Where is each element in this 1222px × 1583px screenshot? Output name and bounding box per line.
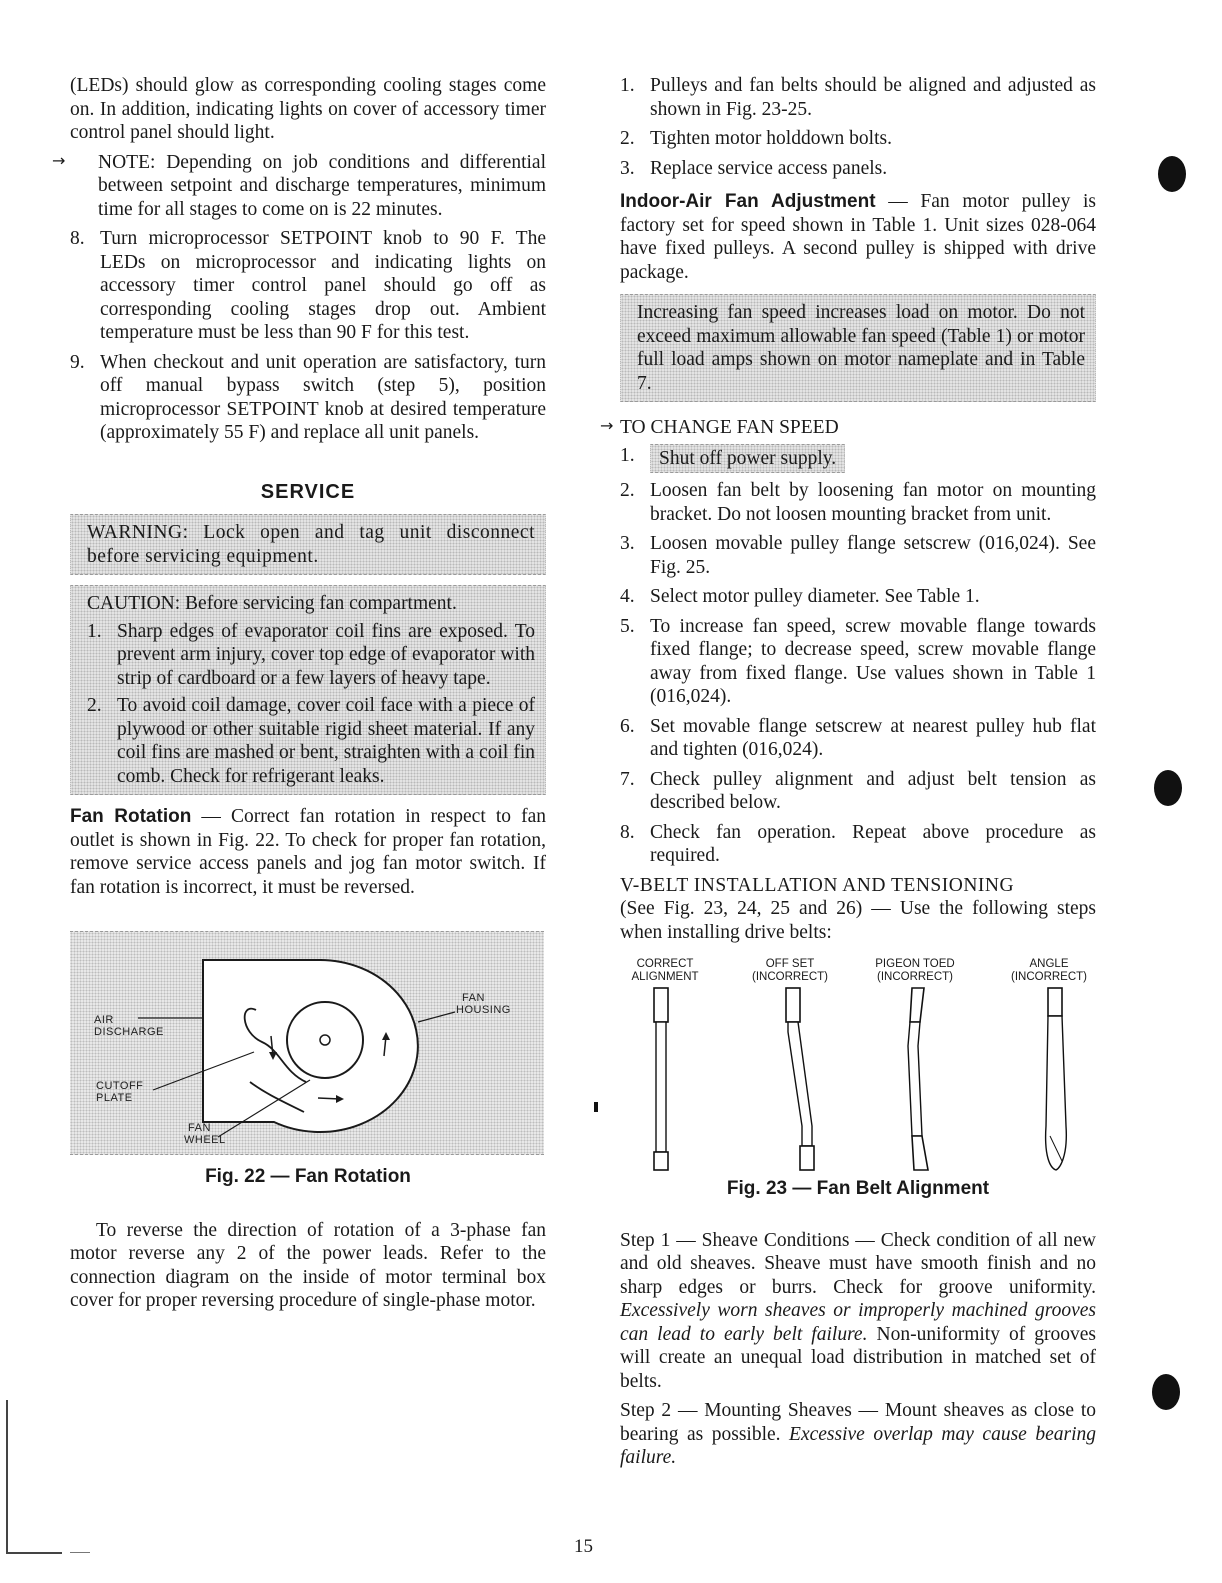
- fan-rotation-paragraph: [70, 805, 546, 899]
- fan-rotation-heading: Fan Rotation: [70, 806, 192, 827]
- correct-sheave-top: [654, 988, 668, 1022]
- label-fan-housing: FAN HOUSING: [456, 992, 511, 1016]
- step-text: Loosen fan belt by loosening fan motor on mounting bracket. Do not loosen mounting bracket from unit.: [650, 480, 1096, 525]
- indoor-air-fan-paragraph: [620, 190, 1096, 284]
- step1-text: Check condition of all new and old sheaves. Sheave must have smooth finish and no sharp edges or burrs. Check for groove uniformity.: [620, 1229, 1097, 1298]
- margin-bullet-2: [1154, 770, 1182, 806]
- step1-text2: Non-uniformity of grooves will create an unequal load distribution in matched set of belts.: [620, 1323, 1096, 1392]
- margin-rule-tick: [70, 1552, 90, 1553]
- step-9: [70, 351, 546, 445]
- caution-item-text: To avoid coil damage, cover coil face with a piece of plywood or other suitable rigid sheet material. If any coil fins are mashed or bent, straighten with a coil fin comb. Check for refrigerant leaks.: [117, 695, 535, 787]
- step-text: Set movable flange setscrew at nearest pulley hub flat and tighten (016,024).: [650, 715, 1096, 760]
- vbelt-text: (See Fig. 23, 24, 25 and 26) — Use the following steps when installing drive belts:: [620, 898, 1096, 943]
- offset-sheave-bottom: [800, 1146, 814, 1170]
- fig23-caption: Fig. 23 — Fan Belt Alignment: [726, 1178, 990, 1199]
- step-number: 3.: [620, 533, 635, 554]
- page-number: 15: [574, 1536, 593, 1557]
- step-text: Check fan operation. Repeat above procedure as required.: [650, 821, 1096, 866]
- fan-speed-caution-text: Increasing fan speed increases load on motor. Do not exceed maximum allowable fan speed (Table 1) or motor full load amps shown on motor nameplate and in Table 7.: [637, 302, 1085, 394]
- step-text: Turn microprocessor SETPOINT knob to 90 F. The LEDs on microprocessor and indicating lights on accessory timer control panel should go off as corresponding cooling stages drop out. Ambient temperature must be less than 90 F for this test.: [100, 228, 546, 343]
- caution-item-number: 2.: [87, 695, 102, 716]
- step1-italic: Excessively worn sheaves or improperly machined grooves can lead to early belt failure.: [620, 1300, 1096, 1345]
- step-number: 8.: [620, 821, 635, 843]
- pigeon-sheave-bottom: [912, 1136, 928, 1170]
- step-number: 5.: [620, 615, 635, 637]
- change-step-2: [620, 479, 1096, 526]
- caution-item-text: Sharp edges of evaporator coil fins are exposed. To prevent arm injury, cover top edge of evaporator with strip of cardboard or a few layers of heavy tape.: [117, 620, 535, 689]
- correct-sheave-bottom: [654, 1152, 668, 1170]
- warning-text: WARNING: Lock open and tag unit disconnect before servicing equipment.: [87, 522, 535, 567]
- margin-rule-vertical: [6, 1400, 8, 1552]
- right-column: [600, 74, 1097, 1476]
- margin-speck: [594, 1102, 598, 1112]
- belt-label-correct: CORRECT ALIGNMENT: [631, 958, 699, 983]
- top-step-3: [620, 157, 1096, 181]
- belt-label-offset: OFF SET (INCORRECT): [751, 958, 829, 983]
- offset-belt: [788, 1022, 812, 1146]
- service-section-title: SERVICE: [260, 480, 356, 503]
- correct-belt: [656, 1022, 666, 1152]
- heading-arrow-icon: →: [600, 416, 614, 435]
- step-number: 7.: [620, 768, 635, 790]
- step-text: Loosen movable pulley flange setscrew (016,024). See Fig. 25.: [650, 533, 1096, 578]
- intro-paragraph: (LEDs) should glow as corresponding cooling stages come on. In addition, indicating lights on cover of accessory timer control panel should light.: [70, 75, 546, 143]
- fan-shaft-circle: [320, 1035, 330, 1045]
- caution-item-number: 1.: [87, 620, 102, 642]
- step-text: To increase fan speed, screw movable flange towards fixed flange; to decrease speed, screw movable flange away from fixed flange. Use values shown in Table 1 (016,024).: [650, 615, 1096, 707]
- angle-sheave-top: [1048, 988, 1062, 1016]
- fan-rotation-drawing: [70, 932, 544, 1154]
- vbelt-heading: V-BELT INSTALLATION AND TENSIONING: [620, 874, 1015, 896]
- step-8: [70, 227, 546, 345]
- belt-label-angle: ANGLE (INCORRECT): [1010, 958, 1088, 983]
- step1-label: Step 1 — Sheave Conditions —: [620, 1229, 881, 1251]
- step-text: Replace service access panels.: [650, 157, 888, 179]
- step-text: When checkout and unit operation are satisfactory, turn off manual bypass switch (step 5), position microprocessor SETPOINT knob at desired temperature (approximately 55 F) and replace all unit panels.: [100, 351, 546, 443]
- fig22-caption: Fig. 22 — Fan Rotation: [205, 1166, 411, 1187]
- label-fan-wheel: FAN WHEEL: [184, 1122, 226, 1146]
- fan-housing-leader: [418, 1012, 455, 1022]
- label-cutoff-plate: CUTOFF PLATE: [96, 1080, 144, 1104]
- change-step-8: [620, 821, 1096, 868]
- change-step-4: [620, 585, 1096, 609]
- step-text: Pulleys and fan belts should be aligned and adjusted as shown in Fig. 23-25.: [650, 75, 1096, 120]
- step2-label: Step 2 — Mounting Sheaves —: [620, 1400, 885, 1421]
- step-number: 1.: [620, 444, 635, 466]
- change-step-6: [620, 715, 1096, 762]
- step-number: 2.: [620, 480, 635, 501]
- reverse-rotation-paragraph: To reverse the direction of rotation of a 3-phase fan motor reverse any 2 of the power leads. Refer to the connection diagram on the inside of motor terminal box cover for proper reversing procedure of single-phase motor.: [70, 1219, 546, 1311]
- fig23-belt-alignment-diagram: [620, 958, 1096, 1183]
- fan-rotation-text: — Correct fan rotation in respect to fan outlet is shown in Fig. 22. To check for proper fan rotation, remove service access panels and jog fan motor switch. If fan rotation is incorrect, it must be reversed.: [70, 806, 546, 898]
- step-number: 1.: [620, 75, 635, 96]
- angle-belt: [1046, 1016, 1067, 1170]
- note-arrow-icon: →: [52, 150, 66, 170]
- fig22-fan-rotation-diagram: [70, 931, 544, 1155]
- change-step-1: [620, 444, 1096, 474]
- step-text: Check pulley alignment and adjust belt tension as described below.: [650, 768, 1096, 813]
- left-column: [52, 74, 546, 1319]
- shut-off-power-highlight: Shut off power supply.: [650, 444, 845, 474]
- step-text: Tighten motor holddown bolts.: [650, 128, 892, 149]
- belt-label-pigeon-toed: PIGEON TOED (INCORRECT): [875, 958, 955, 983]
- step2-paragraph: [620, 1399, 1096, 1470]
- warning-box: [70, 514, 546, 575]
- margin-bullet-3: [1152, 1374, 1180, 1410]
- change-step-3: [620, 532, 1096, 579]
- note-block: [52, 150, 546, 222]
- offset-sheave-top: [786, 988, 800, 1022]
- step-number: 6.: [620, 715, 635, 737]
- indoor-air-fan-text: — Fan motor pulley is factory set for speed shown in Table 1. Unit sizes 028-064 have fixed pulleys. A second pulley is shipped with drive package.: [620, 191, 1097, 283]
- margin-bullet-1: [1158, 156, 1186, 192]
- caution-box: [70, 585, 546, 795]
- caution-title: CAUTION: Before servicing fan compartment.: [87, 593, 457, 614]
- step-number: 9.: [70, 351, 85, 373]
- change-step-5: [620, 615, 1096, 709]
- step2-text: Mount sheaves as close to bearing as possible.: [620, 1400, 1096, 1445]
- step1-paragraph: [620, 1229, 1096, 1394]
- step-number: 2.: [620, 128, 635, 149]
- indoor-air-fan-heading: Indoor-Air Fan Adjustment: [620, 191, 876, 212]
- step-text: Select motor pulley diameter. See Table 1.: [650, 586, 980, 607]
- note-text: NOTE: Depending on job conditions and differential between setpoint and discharge temperatures, minimum time for all stages to come on is 22 minutes.: [98, 151, 546, 220]
- margin-rule-horizontal: [6, 1552, 62, 1554]
- step-number: 8.: [70, 228, 85, 249]
- step2-italic: Excessive overlap may cause bearing failure.: [620, 1423, 1096, 1468]
- change-fan-speed-heading: → TO CHANGE FAN SPEED: [600, 416, 839, 438]
- pigeon-sheave-top: [910, 988, 924, 1022]
- top-step-2: [620, 127, 1096, 151]
- change-step-7: [620, 768, 1096, 815]
- step-number: 3.: [620, 157, 635, 179]
- belt-drawing: [620, 986, 1096, 1186]
- caution-item-1: [87, 620, 535, 691]
- fan-speed-caution-box: [620, 294, 1096, 402]
- pigeon-belt: [908, 1022, 922, 1136]
- label-air-discharge: AIR DISCHARGE: [94, 1014, 164, 1038]
- top-step-1: [620, 74, 1096, 121]
- step-number: 4.: [620, 586, 635, 607]
- caution-item-2: [87, 694, 535, 788]
